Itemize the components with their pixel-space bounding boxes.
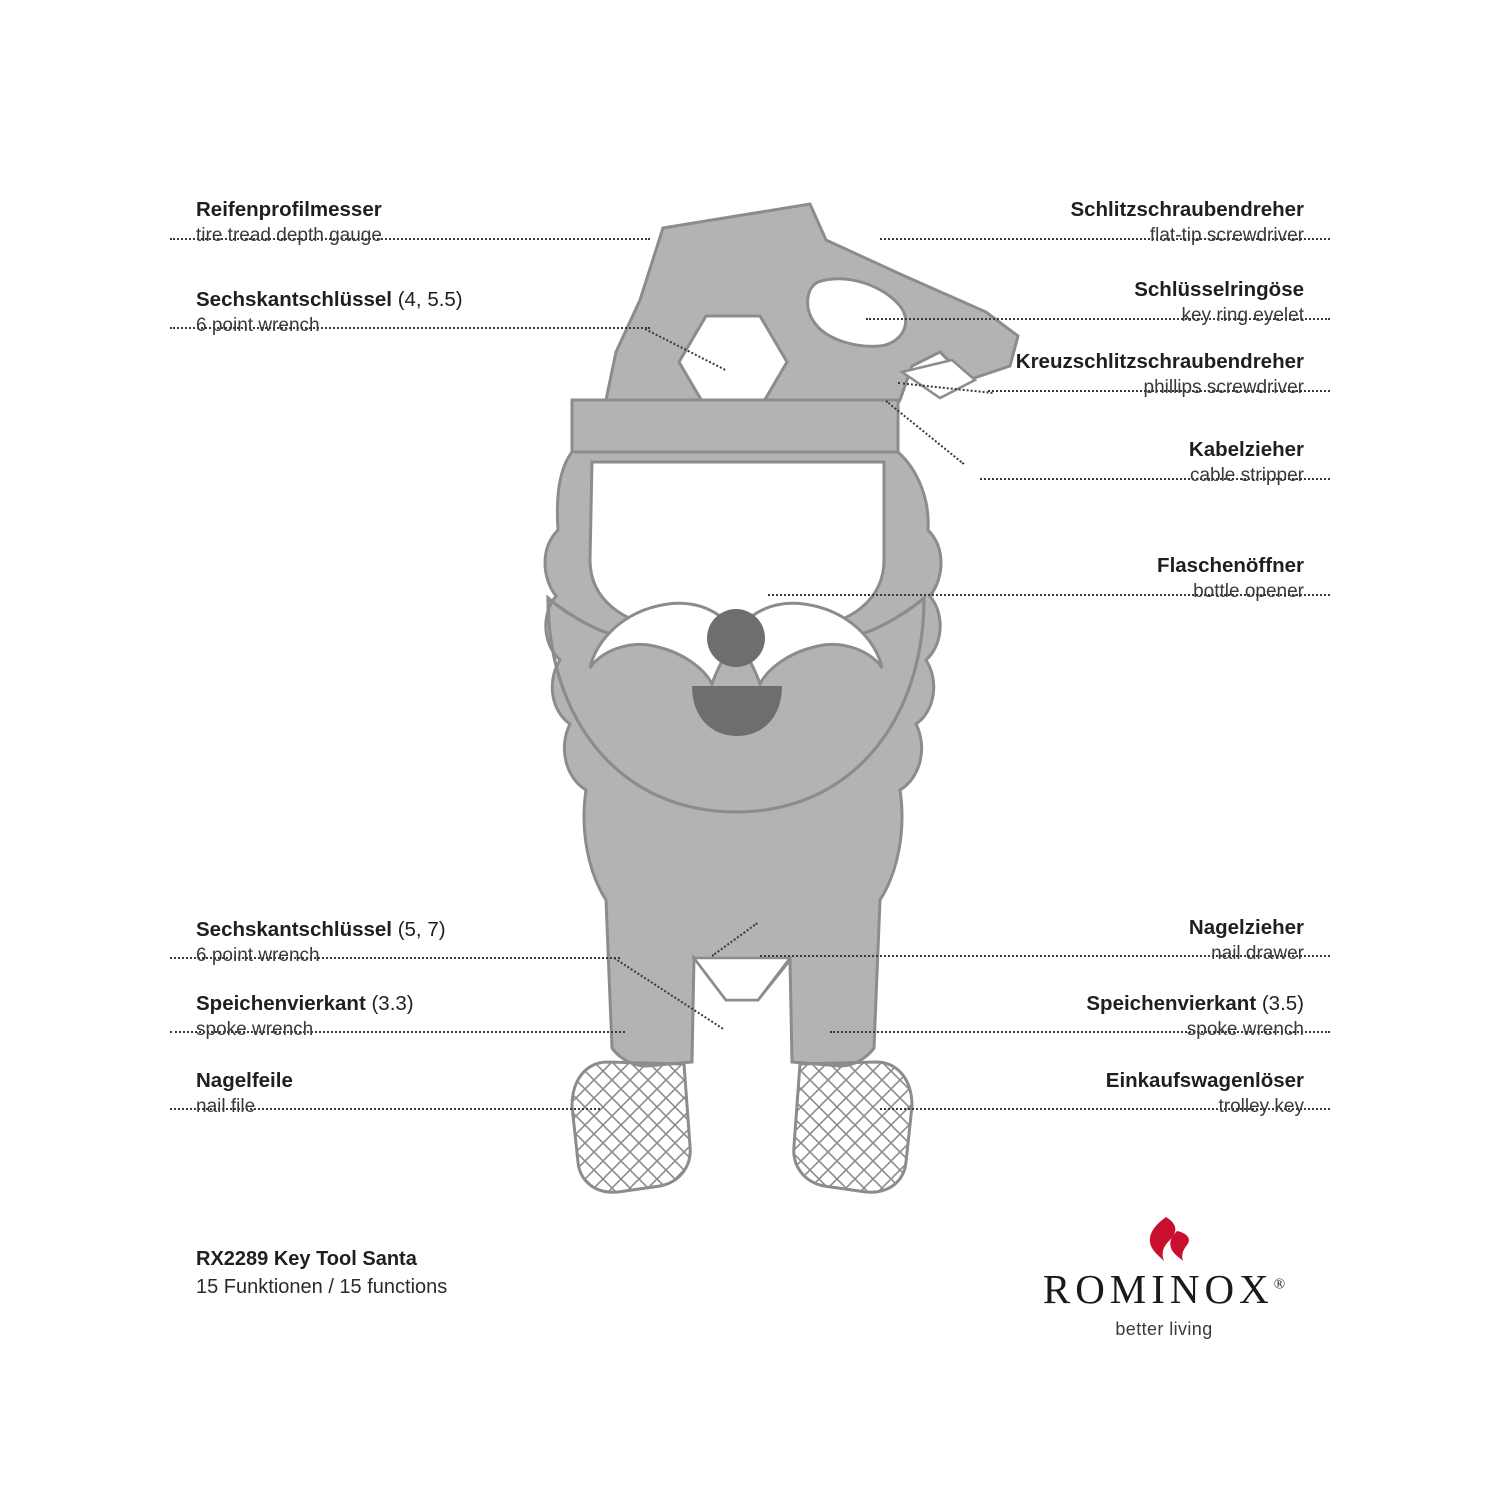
rominox-wordmark [1043, 1265, 1285, 1313]
label-de: Sechskantschlüssel [196, 918, 392, 941]
label-nail-drawer [884, 914, 1304, 966]
label-de: Sechskantschlüssel [196, 288, 392, 311]
label-cable-stripper [884, 436, 1304, 488]
nose-detail [707, 609, 765, 667]
hat-brim [572, 400, 898, 452]
label-de: Reifenprofilmesser [196, 198, 382, 221]
label-en: nail file [196, 1096, 256, 1118]
label-de-suffix: (4, 5.5) [392, 288, 463, 311]
label-phillips-screwdriver [864, 348, 1304, 400]
label-en: flat-tip screwdriver [1149, 225, 1304, 247]
label-en: spoke wrench [1186, 1019, 1304, 1041]
label-tire-tread-depth-gauge [196, 196, 616, 248]
label-en: bottle opener [1193, 581, 1304, 603]
registered-mark: ® [1273, 1276, 1286, 1293]
label-de: Flaschenöffner [1157, 554, 1304, 577]
brand-tagline: better living [1115, 1319, 1213, 1339]
product-caption [196, 1245, 447, 1302]
label-key-ring-eyelet [884, 276, 1304, 328]
label-en: 6 point wrench [196, 315, 320, 337]
label-hex-wrench-5-7 [196, 916, 616, 968]
product-functions: 15 Funktionen / 15 functions [196, 1276, 448, 1299]
label-de: Nagelfeile [196, 1069, 293, 1092]
product-name: RX2289 Key Tool Santa [196, 1248, 417, 1270]
label-flat-tip-screwdriver [884, 196, 1304, 248]
label-de-suffix: (3.3) [365, 992, 414, 1015]
label-spoke-wrench-33 [196, 990, 616, 1042]
face-opening-bottle-opener [590, 462, 884, 628]
wordmark-text: ROMINOX [1042, 1266, 1274, 1312]
brand-logo [1014, 1215, 1314, 1340]
label-de: Speichenvierkant [196, 992, 366, 1015]
label-trolley-key [884, 1067, 1304, 1119]
label-spoke-wrench-35 [884, 990, 1304, 1042]
label-de: Schlüsselringöse [1134, 278, 1304, 301]
label-en: 6 point wrench [196, 945, 320, 967]
label-de: Kreuzschlitzschraubendreher [1015, 350, 1304, 373]
label-en: cable stripper [1189, 465, 1304, 487]
label-en: key ring eyelet [1181, 305, 1304, 327]
label-de: Schlitzschraubendreher [1070, 198, 1304, 221]
label-en: phillips screwdriver [1143, 377, 1304, 399]
label-de-suffix: (3.5) [1256, 992, 1304, 1015]
label-de: Nagelzieher [1188, 916, 1304, 939]
rominox-mark-icon [1014, 1215, 1314, 1263]
label-de: Einkaufswagenlöser [1105, 1069, 1304, 1092]
label-de: Speichenvierkant [1086, 992, 1257, 1015]
label-en: tire tread depth gauge [196, 225, 382, 247]
rominox-flame-icon [1133, 1215, 1195, 1263]
label-en: spoke wrench [196, 1019, 314, 1041]
label-hex-wrench-4-55 [196, 286, 616, 338]
label-bottle-opener [884, 552, 1304, 604]
label-nail-file [196, 1067, 616, 1119]
label-en: nail drawer [1211, 943, 1304, 965]
label-en: trolley key [1218, 1096, 1304, 1118]
label-de: Kabelzieher [1188, 438, 1304, 461]
label-de-suffix: (5, 7) [392, 918, 446, 941]
